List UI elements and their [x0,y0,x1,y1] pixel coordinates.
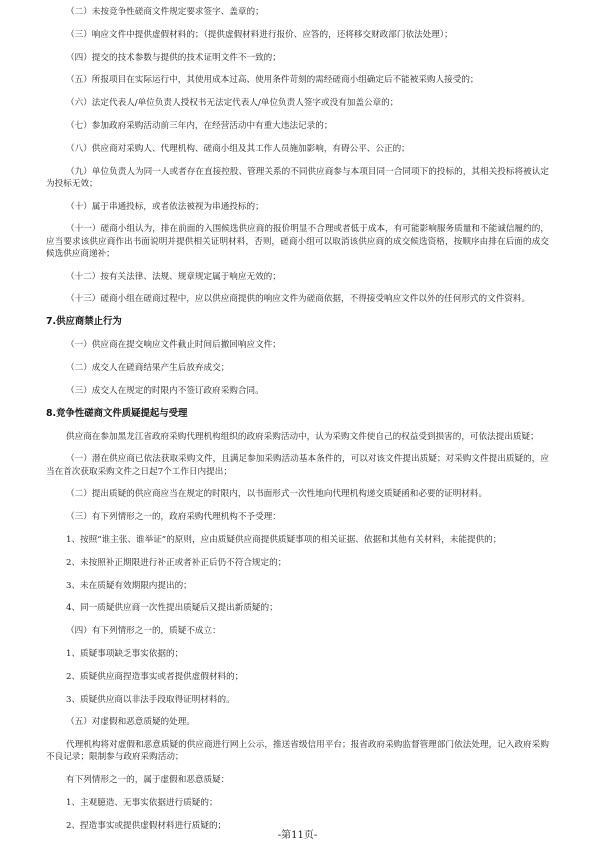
clause-paragraph: （十三）磋商小组在磋商过程中，应以供应商提供的响应文件为磋商依据，不得接受响应文件以外的任何形式的文件资料。 [66,294,531,305]
list-item: 2、质疑供应商捏造事实或者提供虚假材料的； [66,671,244,682]
section-heading-7: 7.供应商禁止行为 [46,316,122,328]
clause-paragraph: （一）潜在供应商已依法获取采购文件，且满足参加采购活动基本条件的，可以对该文件提出质疑；对采购文件提出质疑的，应当在首次获取采购文件之日起7个工作日内提出； [46,454,549,477]
list-item: 1、主观臆造、无事实依据进行质疑的； [66,797,218,808]
clause-paragraph: （九）单位负责人为同一人或者存在直接控股、管理关系的不同供应商参与本项目同一合同项下的投标的，其相关投标将被认定为投标无效； [46,166,549,189]
clause-paragraph: （二）未按竞争性磋商文件规定要求签字、盖章的； [66,7,264,17]
list-item: 1、按照“谁主张、谁举证”的原则，应由质疑供应商提供质疑事项的相关证据、依据和其他有关材料，未能提供的； [66,534,502,545]
clause-paragraph: （十二）按有关法律、法规、规章规定属于响应无效的； [66,271,281,282]
clause-paragraph: （二）成交人在磋商结果产生后放弃成交； [66,362,230,373]
section-heading-8: 8.竞争性磋商文件质疑提起与受理 [46,407,188,419]
clause-paragraph: （三）响应文件中提供虚假材料的；（提供虚假材料进行报价、应答的，还将移交财政部门依法处理）； [66,29,453,40]
clause-paragraph: （四）有下列情形之一的，质疑不成立： [66,626,221,637]
clause-paragraph: 代理机构将对虚假和恶意质疑的供应商进行网上公示，推送省级信用平台；报省政府采购监督管理部门依法处理，记入政府采购不良记录；限制参与政府采购活动； [46,740,549,763]
clause-paragraph: （十）属于串通投标，或者依法被视为串通投标的； [66,201,264,212]
clause-paragraph: （三）成交人在规定的时限内不签订政府采购合同。 [66,385,264,396]
clause-paragraph: （五）所报项目在实际运行中，其使用成本过高、使用条件苛刻的需经磋商小组确定后不能被采购人接受的； [66,75,479,86]
clause-paragraph: （六）法定代表人/单位负责人授权书无法定代表人/单位负责人签字或没有加盖公章的； [66,98,399,109]
clause-paragraph: （五）对虚假和恶意质疑的处理。 [66,717,195,728]
clause-paragraph: （十一）磋商小组认为，排在前面的入围候选供应商的报价明显不合理或者低于成本，有可能影响服务质量和不能诚信履约的，应当要求该供应商作出书面说明并提供相关证明材料，否则，磋商小组可以取消该供应商的成交候选资格，按顺序由排在后面的成交候选供应商递补； [46,224,549,259]
list-item: 2、捏造事实或提供虚假材料进行质疑的； [66,820,227,831]
clause-paragraph: （四）提交的技术参数与提供的技术证明文件不一致的； [66,52,281,63]
clause-paragraph: （七）参加政府采购活动前三年内，在经营活动中有重大违法记录的； [66,120,333,131]
list-item: 2、未按照补正期限进行补正或者补正后仍不符合规定的； [66,557,287,568]
page-number: -第11页- [277,830,318,841]
clause-paragraph: （八）供应商对采购人、代理机构、磋商小组及其工作人员施加影响，有碍公平、公正的； [66,143,410,154]
clause-paragraph: 供应商在参加黑龙江省政府采购代理机构组织的政府采购活动中，认为采购文件使自己的权益受到损害的，可依法提出质疑； [66,431,539,442]
list-item: 3、未在质疑有效期限内提出的； [66,580,192,591]
list-item: 1、质疑事项缺乏事实依据的； [66,648,184,659]
clause-paragraph: （一）供应商在提交响应文件截止时间后撤回响应文件； [66,340,281,351]
list-item: 4、同一质疑供应商一次性提出质疑后又提出新质疑的； [66,603,278,614]
clause-paragraph: （三）有下列情形之一的，政府采购代理机构不予受理： [66,512,281,523]
list-item: 3、质疑供应商以非法手段取得证明材料的。 [66,694,235,705]
page-body [46,6,549,838]
clause-paragraph: （二）提出质疑的供应商应当在规定的时限内，以书面形式一次性地向代理机构递交质疑函和必要的证明材料。 [66,489,488,500]
clause-paragraph: 有下列情形之一的，属于虚假和恶意质疑： [66,775,230,786]
